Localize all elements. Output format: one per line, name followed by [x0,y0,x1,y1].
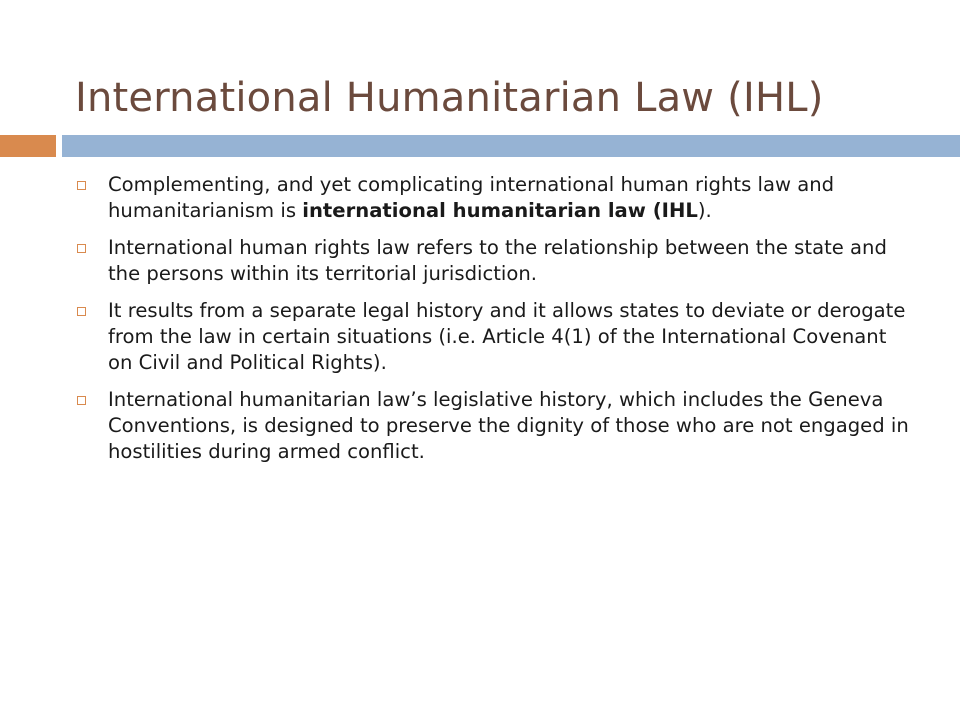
slide-title: International Humanitarian Law (IHL) [75,74,824,121]
bullet-text: Complementing, and yet complicating international human rights law and humanitarianism is [108,173,835,222]
bullet-text-bold: international humanitarian law (IHL [302,199,698,222]
bullet-list [75,172,915,476]
bullet-text: International human rights law refers to the relationship between the state and the persons within its territorial jurisdiction. [108,236,887,285]
bullet-item [75,387,915,465]
bullet-item [75,235,915,287]
bullet-text: ). [697,199,712,222]
bullet-text: It results from a separate legal history and it allows states to deviate or derogate from the law in certain situations (i.e. Article 4(1) of the International Covenant on Civil and Political Rights). [108,299,906,374]
bullet-item [75,172,915,224]
hollow-square-bullet-icon [77,181,86,190]
bullet-item [75,298,915,376]
bullet-text: International humanitarian law’s legislative history, which includes the Geneva Conventions, is designed to preserve the dignity of those who are not engaged in hostilities during armed conflict. [108,388,909,463]
hollow-square-bullet-icon [77,307,86,316]
hollow-square-bullet-icon [77,244,86,253]
title-underline-accent-bar [0,135,56,157]
title-underline-bar [62,135,960,157]
hollow-square-bullet-icon [77,396,86,405]
